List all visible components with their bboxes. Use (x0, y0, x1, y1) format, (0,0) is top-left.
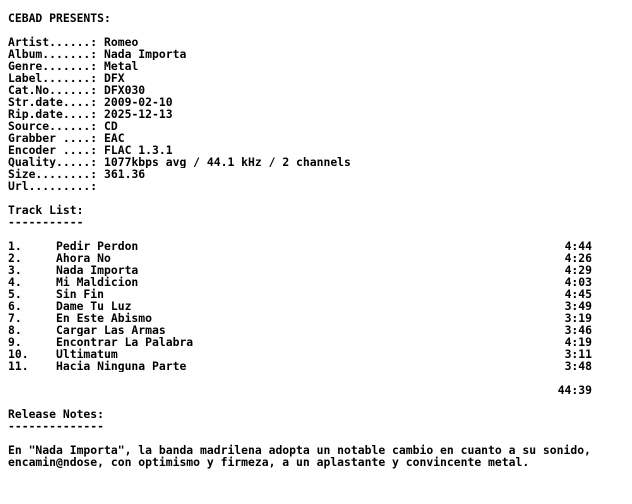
track-row (8, 240, 628, 252)
track-number: 8. (8, 324, 22, 336)
total-duration: 44:39 (557, 384, 592, 396)
field-label: Rip.date....: (8, 108, 98, 120)
field-label: Label.......: (8, 72, 98, 84)
track-duration: 3:49 (564, 300, 592, 312)
track-title: Hacia Ninguna Parte (56, 360, 187, 372)
field-value: 2025-12-13 (104, 108, 173, 120)
track-row (8, 324, 628, 336)
blank-line (8, 192, 628, 204)
track-row (8, 312, 628, 324)
track-title: Ultimatum (56, 348, 118, 360)
release-notes-heading: Release Notes: (8, 408, 105, 420)
field-value: Nada Importa (104, 48, 187, 60)
tracklist-heading: Track List: (8, 204, 84, 216)
track-number: 7. (8, 312, 22, 324)
field-label: Url.........: (8, 180, 98, 192)
track-duration: 4:26 (564, 252, 592, 264)
info-label (8, 72, 628, 84)
track-number: 2. (8, 252, 22, 264)
track-title: Dame Tu Luz (56, 300, 132, 312)
track-row (8, 348, 628, 360)
field-label: Str.date....: (8, 96, 98, 108)
track-number: 11. (8, 360, 29, 372)
info-url (8, 180, 628, 192)
info-album (8, 48, 628, 60)
field-label: Source......: (8, 120, 98, 132)
release-notes-underline: -------------- (8, 420, 105, 432)
track-number: 9. (8, 336, 22, 348)
info-quality (8, 156, 628, 168)
track-number: 4. (8, 276, 22, 288)
blank-line (8, 24, 628, 36)
field-value: Metal (104, 60, 139, 72)
track-row (8, 252, 628, 264)
track-duration: 3:11 (564, 348, 592, 360)
track-number: 6. (8, 300, 22, 312)
track-duration: 4:03 (564, 276, 592, 288)
tracklist-underline: ----------- (8, 216, 84, 228)
track-duration: 4:44 (564, 240, 592, 252)
field-value: FLAC 1.3.1 (104, 144, 173, 156)
field-value: 2009-02-10 (104, 96, 173, 108)
field-label: Size........: (8, 168, 98, 180)
track-duration: 3:19 (564, 312, 592, 324)
track-number: 5. (8, 288, 22, 300)
field-value: CD (104, 120, 118, 132)
info-cat-no (8, 84, 628, 96)
field-label: Encoder ....: (8, 144, 98, 156)
track-row (8, 276, 628, 288)
field-value: 1077kbps avg / 44.1 kHz / 2 channels (104, 156, 351, 168)
field-label: Album.......: (8, 48, 98, 60)
track-title: Pedir Perdon (56, 240, 139, 252)
track-title: En Este Abismo (56, 312, 153, 324)
track-row (8, 360, 628, 372)
field-label: Artist......: (8, 36, 98, 48)
blank-line (8, 372, 628, 384)
blank-line (8, 228, 628, 240)
field-value: EAC (104, 132, 125, 144)
track-title: Ahora No (56, 252, 111, 264)
track-duration: 3:46 (564, 324, 592, 336)
info-encoder (8, 144, 628, 156)
track-number: 10. (8, 348, 29, 360)
track-duration: 4:19 (564, 336, 592, 348)
info-str-date (8, 96, 628, 108)
track-row (8, 300, 628, 312)
track-title: Sin Fin (56, 288, 105, 300)
info-size (8, 168, 628, 180)
track-row (8, 264, 628, 276)
track-duration: 4:45 (564, 288, 592, 300)
track-title: Mi Maldicion (56, 276, 139, 288)
track-row (8, 336, 628, 348)
blank-line (8, 396, 628, 408)
track-number: 3. (8, 264, 22, 276)
total-duration-row (8, 384, 628, 396)
field-label: Genre.......: (8, 60, 98, 72)
track-title: Nada Importa (56, 264, 139, 276)
field-label: Quality.....: (8, 156, 98, 168)
header-title: CEBAD PRESENTS: (8, 12, 111, 24)
field-value: 361.36 (104, 168, 146, 180)
nfo-document (8, 12, 628, 468)
field-value: DFX030 (104, 84, 146, 96)
track-title: Cargar Las Armas (56, 324, 166, 336)
field-label: Grabber ....: (8, 132, 98, 144)
info-rip-date (8, 108, 628, 120)
track-duration: 3:48 (564, 360, 592, 372)
track-row (8, 288, 628, 300)
field-value: Romeo (104, 36, 139, 48)
track-title: Encontrar La Palabra (56, 336, 194, 348)
info-source (8, 120, 628, 132)
field-value: DFX (104, 72, 125, 84)
field-label: Cat.No......: (8, 84, 98, 96)
info-grabber (8, 132, 628, 144)
track-number: 1. (8, 240, 22, 252)
track-duration: 4:29 (564, 264, 592, 276)
info-genre (8, 60, 628, 72)
release-notes-text: En "Nada Importa", la banda madrilena adopta un notable cambio en cuanto a su sonido, encamin@ndose, con optimismo y firmeza, a un aplastante y convincente metal. (8, 443, 591, 469)
info-artist (8, 36, 628, 48)
